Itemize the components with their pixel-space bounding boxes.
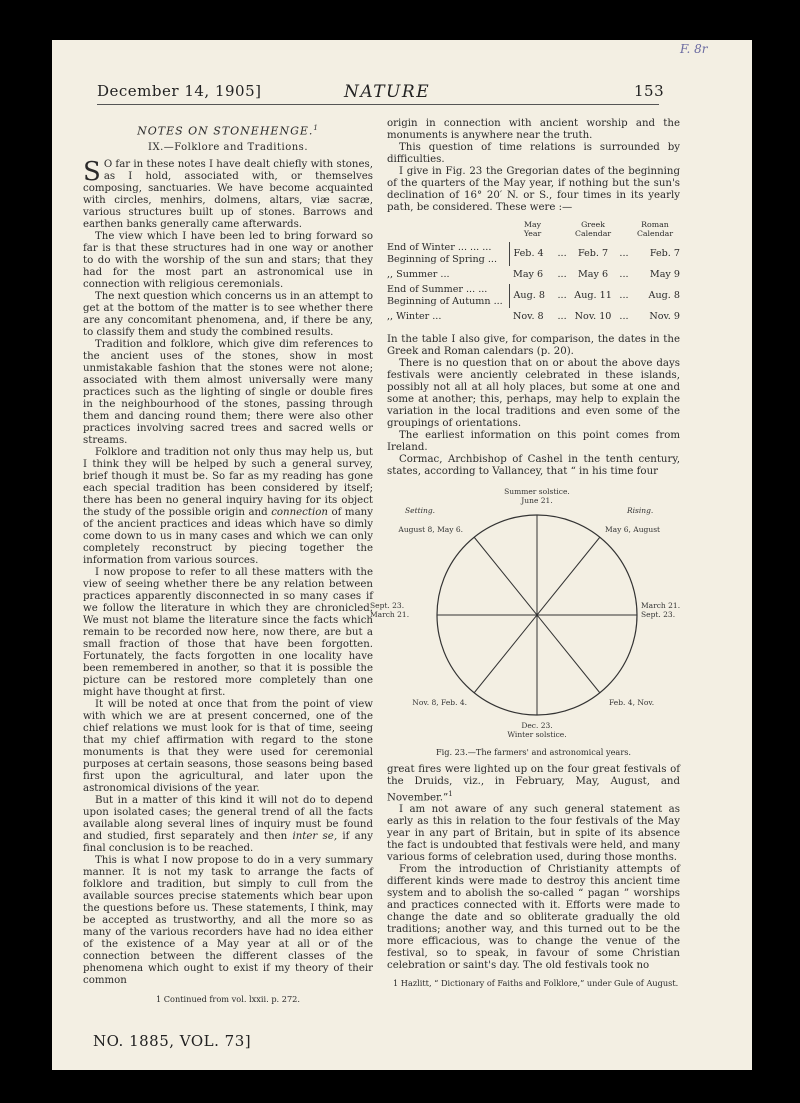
header-journal: NATURE: [344, 82, 431, 102]
table-cell: End of Winter ... ... ...: [387, 242, 492, 253]
table-cell: Nov. 9: [649, 311, 680, 322]
paragraph: I am not aware of any such general statement as early as this in relation to the four festivals of the May year in any part of Britain, but in spite of its absence the fact is undoubted that festivals were held, and many various forms of celebration used, during those months.: [387, 804, 680, 864]
table-cell: Feb. 7: [577, 248, 609, 259]
table-row: [387, 308, 680, 326]
article-subtitle: IX.—Folklore and Traditions.: [148, 141, 308, 153]
table-header-row: [387, 220, 680, 242]
table-header: [387, 220, 509, 242]
header-rule: [97, 104, 659, 105]
table-cell: End of Summer ... ...: [387, 284, 488, 295]
calendar-table: [387, 220, 680, 326]
right-column: [370, 118, 681, 989]
paragraph-text: But in a matter of this kind it will not do to depend upon isolated cases; the general trend of all the facts available along several lines of inquiry must be found and studied, first separately and then: [83, 794, 373, 842]
footnote-mark: 1: [448, 790, 453, 798]
label-setting: Setting.: [405, 506, 436, 515]
article-title-text: NOTES ON STONEHENGE.: [137, 124, 314, 138]
figure-23: [370, 482, 681, 744]
paragraph: This question of time relations is surrounded by difficulties.: [387, 142, 680, 165]
label-left-2: March 21.: [370, 610, 410, 619]
table-cell: ...: [619, 311, 629, 322]
header-page-number: 153: [634, 82, 665, 100]
table-cell: ...: [557, 290, 567, 301]
table-cell: ,, Summer ...: [387, 269, 450, 280]
label-rising: Rising.: [627, 506, 654, 515]
header-date: December 14, 1905]: [97, 82, 262, 100]
table-cell: ...: [557, 269, 567, 280]
label-upper-right: May 6, August: [605, 525, 661, 534]
paragraph: There is no question that on or about the above days festivals were anciently celebrated in these islands, possibly not all at all holy places, but some at one and some at another; this, perhaps, may help to explain the variation in the local traditions and even some of the groupings of orientations.: [387, 358, 680, 429]
emphasis: connection: [271, 506, 328, 518]
paragraph: [83, 156, 373, 231]
table-cell: May 6: [513, 269, 544, 280]
table-cell: Nov. 8: [513, 311, 544, 322]
paragraph-text: Folklore and tradition not only thus may help us, but I think they will be helped by such a general survey, brief though it must be. So far as my reading has gone each special tradition has been considered by itself; there has been no general inquiry having for its object the study of the possible origin and: [83, 446, 373, 518]
paragraph: Tradition and folklore, which give dim references to the ancient uses of the stones, show in most unmistakable fashion that the stones were not alone; associated with them almost universally were many practices such as the lighting of single or double fires in the neighbourhood of the stones, passing through them and dancing round them; there were also other practices involving sacred trees and sacred wells or streams.: [83, 338, 373, 446]
article-title: [83, 122, 373, 138]
table-cell: Aug. 11: [574, 290, 612, 301]
table-cell: Beginning of Autumn ...: [387, 296, 503, 307]
paragraph: [83, 795, 373, 855]
year-circle-diagram: [370, 482, 681, 744]
table-cell: ...: [557, 311, 567, 322]
paragraph: This is what I now propose to do in a very summary manner. It is not my task to arrange the facts of folklore and tradition, but simply to cull from the available sources precise statements which bear upon the questions before us. These statements, I think, may be accepted as trustworthy, and all the more so as many of the various recorders have had no idea either of the existence of a May year at all or of the connection between the different classes of the phenomena which ought to exist if my theory of their common: [83, 854, 373, 986]
table-cell: Beginning of Spring ...: [387, 254, 497, 265]
label-winter-solstice: Winter solstice.: [507, 730, 567, 739]
table-row: [387, 266, 680, 284]
paragraph-text: great fires were lighted up on the four great festivals of the Druids, viz., in February, May, August, and November.”: [387, 764, 680, 804]
figure-caption: Fig. 23.—The farmers' and astronomical years.: [435, 747, 632, 757]
table-header: Roman Calendar: [636, 220, 674, 238]
table-cell: Feb. 7: [649, 248, 680, 259]
title-footnote-mark: 1: [313, 124, 319, 132]
footnote: 1 Continued from vol. lxxii. p. 272.: [155, 993, 300, 1004]
paragraph: I give in Fig. 23 the Gregorian dates of the beginning of the quarters of the May year, if nothing but the sun's declination of 16° 20′ N. or S., four times in its yearly path, be considered. These were :—: [387, 166, 680, 213]
table-cell: Feb. 4: [509, 242, 556, 266]
paragraph: origin in connection with ancient worship and the monuments is anywhere near the truth.: [387, 118, 680, 141]
label-dec-23: Dec. 23.: [521, 721, 553, 730]
table-cell: Aug. 8: [648, 290, 680, 301]
table-header: [618, 220, 630, 242]
table-header: Greek Calendar: [574, 220, 612, 238]
paragraph: Cormac, Archbishop of Cashel in the tenth century, states, according to Vallancey, that “ in his time four: [387, 454, 680, 477]
table-cell: ...: [619, 269, 629, 280]
left-column: [83, 122, 373, 1005]
table-cell: ,, Winter ...: [387, 311, 442, 322]
paragraph-text: of many of the ancient practices and ideas which have so dimly come down to us in many cases and which we can only completely reconstruct by piecing together the information from various sources.: [83, 506, 373, 566]
table-cell: ...: [619, 248, 629, 259]
table-cell: May 6: [577, 269, 609, 280]
paragraph: [83, 447, 373, 567]
paragraph: The earliest information on this point comes from Ireland.: [387, 430, 680, 453]
table-cell: ...: [557, 248, 567, 259]
table-cell: May 9: [649, 269, 680, 280]
footnote: 1 Hazlitt, “ Dictionary of Faiths and Folklore,” under Gule of August.: [393, 978, 679, 989]
table-row: [387, 242, 680, 254]
label-right-2: Sept. 23.: [641, 610, 676, 619]
paragraph: The next question which concerns us in an attempt to get at the bottom of the matter is to see whether there are any concomitant phenomena, and, if there be any, to classify them and study the combined results.: [83, 290, 373, 338]
label-lower-left: Nov. 8, Feb. 4.: [412, 698, 467, 707]
handwritten-annotation: F. 8r: [680, 42, 708, 56]
label-upper-left: August 8, May 6.: [398, 525, 463, 534]
paragraph-text: O far in these notes I have dealt chiefly with stones, as I hold, associated with, or themselves composing, sanctuaries. We have become acquainted with circles, menhirs, dolmens, altars, viæ sacræ, various structures built up of stones. Barrows and earthen banks generally came afterwards.: [83, 158, 373, 230]
drop-cap: S: [83, 156, 101, 187]
paragraph: The view which I have been led to bring forward so far is that these structures had in one way or another to do with the worship of the sun and stars; that they had for the most part an astronomical use in connection with religious ceremonials.: [83, 230, 373, 290]
label-left-1: Sept. 23.: [370, 601, 405, 610]
label-june-21: June 21.: [521, 496, 553, 505]
paragraph: [387, 764, 680, 804]
paragraph: In the table I also give, for comparison, the dates in the Greek and Roman calendars (p. 20).: [387, 334, 680, 357]
label-right-1: March 21.: [641, 601, 681, 610]
paragraph: It will be noted at once that from the point of view with which we are at present concerned, one of the chief relations we must look for is that of time, seeing that my chief affirmation with regard to the stone monuments is that they were used for ceremonial purposes at certain seasons, those seasons being based first upon the agricultural, and later upon the astronomical divisions of the year.: [83, 698, 373, 794]
issue-number: NO. 1885, VOL. 73]: [93, 1032, 252, 1050]
table-header: [556, 220, 568, 242]
table-cell: Aug. 8: [509, 284, 556, 308]
label-summer-solstice: Summer solstice.: [504, 487, 570, 496]
label-lower-right: Feb. 4, Nov.: [609, 698, 655, 707]
paragraph: I now propose to refer to all these matters with the view of seeing whether there be any relation between practices apparently disconnected in so many cases if we follow the literature in which they are chronicled. We must not blame the literature since the facts which remain to be recorded now here, now there, are but a small fraction of those that have been forgotten. Fortunately, the facts forgotten in one locality have been remembered in another, so that it is possible the picture can be restored more completely than one might have thought at first.: [83, 566, 373, 698]
paragraph-text: if any final conclusion is to be reached.: [83, 830, 373, 854]
emphasis: inter se,: [292, 830, 338, 842]
table-row: [387, 284, 680, 296]
table-cell: Nov. 10: [574, 311, 612, 322]
paragraph: From the introduction of Christianity attempts of different kinds were made to destroy this ancient time system and to abolish the so-called “ pagan ” worships and practices connected with it. Efforts were made to change the date and so obliterate gradually the old traditions; another way, and this turned out to be the more efficacious, was to change the venue of the festival, so to speak, in favour of some Christian celebration or saint's day. The old festivals took no: [387, 864, 680, 972]
table-header: May Year: [523, 220, 542, 238]
table-cell: ...: [619, 290, 629, 301]
